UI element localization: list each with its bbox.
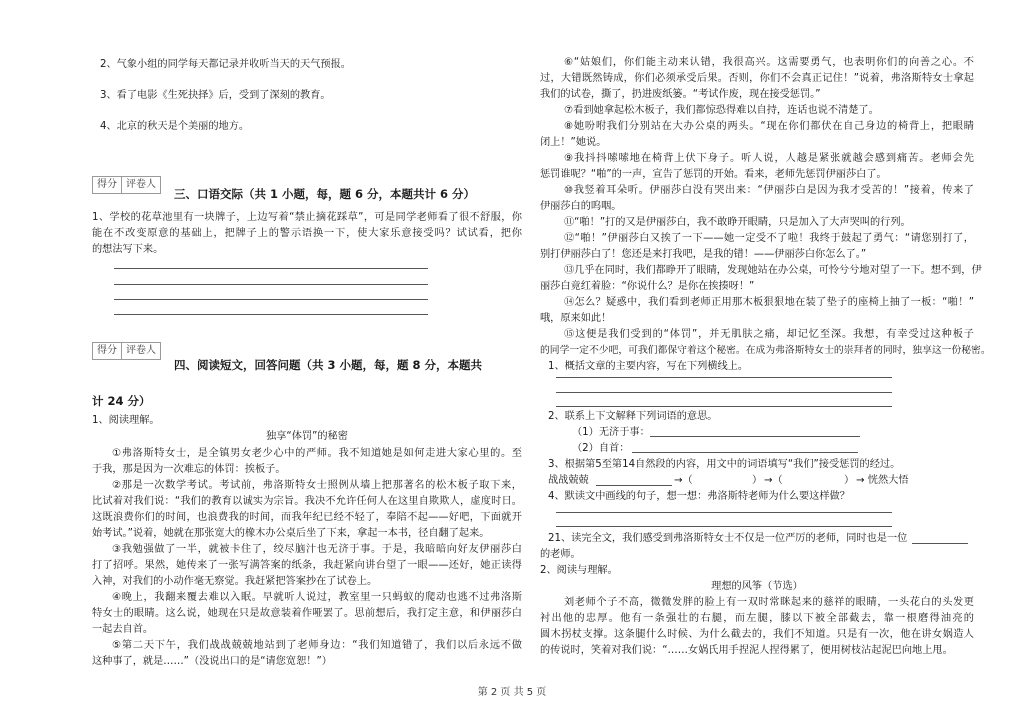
q3-end-word: → 恍然大悟 [856,475,909,486]
reading-2-label: 2、阅读与理解。 [540,565,618,576]
passage-line: 圆木拐杖支撑。这条腿什么时候、为什么截去的，我们不知道。只是有一次，他在讲女娲造人 [540,629,974,640]
passage-line: ⑥“姑娘们，你们能主动来认错，我很高兴。这需要勇气，也表明你们的向善之心。不 [564,57,974,68]
passage-line: ⑭怎么？疑惑中，我们看到老师正用那木板狠狠地在装了垫子的座椅上抽了一板：“啪！” [564,297,974,308]
passage-line: 入神，对我们的小动作毫无察觉。我赶紧把答案抄在了试卷上。 [92,576,378,587]
question-1: 1、概括文章的主要内容，写在下列横线上。 [548,361,749,372]
answer-line[interactable] [114,284,428,285]
score-label: 得分 [97,179,117,190]
passage-line: ⑫“啪！”伊丽莎白又挨了一下——她一定受不了啦！我终于鼓起了勇气：“请您别打了， [564,233,974,244]
score-box-section-3 [92,176,161,194]
passage-line: 这既浪费你们的时间，也浪费我的时间，而我年纪已经不轻了，奉陪不起——好吧，下面就开 [92,512,522,523]
passage-line: 惩罚谁呢？“啪”的一声，宣告了惩罚的开始。看来，老师先惩罚伊丽莎白了。 [540,169,887,180]
oral-question-line: 1、学校的花草池里有一块牌子，上边写着“禁止摘花踩草”，可是同学老师看了很不舒服，你 [92,212,522,223]
answer-line[interactable] [556,526,892,527]
passage-line: ③我勉强做了一半，就被卡住了，绞尽脑汁也无济于事。于是，我暗暗向好友伊丽莎白 [112,544,522,555]
oral-question-line: 的想法写下来。 [92,244,164,255]
passage-line: 的同学一定不少吧，可我们都保守着这个秘密。在成为弗洛斯特女士的崇拜者的同时，独享这一份秘密。 [540,345,991,356]
answer-blank[interactable] [596,485,672,486]
passage-line: ①弗洛斯特女士，是全镇男女老少心中的严师。我不知道她是如何走进大家心里的。至 [112,448,522,459]
reading-2-title: 理想的风筝（节选） [711,581,803,592]
answer-line[interactable] [114,268,428,269]
q3-arrow-1: →（ [674,475,693,486]
answer-blank[interactable] [912,543,968,544]
passage-line: 闭上！”她说。 [540,137,607,148]
passage-line: ②那是一次数学考试。考试前，弗洛斯特女士照例从墙上把那著名的松木板子取下来， [112,480,522,491]
question-2: 2、联系上下文解释下列词语的意思。 [548,411,718,422]
passage-line: 我们的试卷，撕了，扔进废纸篓。“考试作废，现在接受惩罚。” [540,89,821,100]
passage-line: ④晚上，我翻来覆去难以入眠。早就听人说过，教室里一只蚂蚁的爬动也逃不过弗洛斯 [112,592,522,603]
question-3: 3、根据第5至第14自然段的内容，用文中的词语填写“我们”接受惩罚的经过。 [548,459,901,470]
q3-arrow-2: →（ [764,475,783,486]
passage-line: 衬出他的忠厚。他有一条强壮的右腿，而左腿，膝以下被全部截去，靠一根磨得油亮的 [540,613,974,624]
sentence-item-3: 3、看了电影《生死抉择》后，受到了深刻的教育。 [100,90,331,101]
q3-paren-2: ） [844,475,855,486]
q3-start-word: 战战兢兢 [548,475,589,486]
answer-line[interactable] [114,299,428,300]
passage-line: ⑬几乎在同时，我们都睁开了眼睛，发现她站在办公桌，可怜兮兮地对望了一下。想不到，伊 [564,265,982,276]
answer-line[interactable] [556,377,892,378]
reading-1-title: 独享“体罚”的秘密 [266,431,348,442]
passage-line: ⑦看到她拿起松木板子，我们都惊恐得难以自持，连话也说不清楚了。 [564,105,879,116]
answer-blank[interactable] [632,452,858,453]
passage-line: 哦，原来如此！ [540,313,612,324]
section-4-title: 四、阅读短文，回答问题（共 3 小题，每，题 8 分，本题共 [174,358,483,372]
question-2b: （2）自首： [572,443,630,454]
passage-line: 这种事了，就是……”（没说出口的是“请您宽恕！”） [92,656,332,667]
section-4-title-cont: 计 24 分） [92,394,151,408]
passage-line: 刘老师个子不高，微微发胖的脸上有一双时常眯起来的慈祥的眼睛，一头花白的头发更 [564,597,974,608]
passage-line: ⑪“啪！”打的又是伊丽莎白，我不敢睁开眼睛，只是加入了大声哭叫的行列。 [564,217,911,228]
grader-label: 评卷人 [121,343,160,359]
answer-line[interactable] [556,392,892,393]
score-label: 得分 [97,345,117,356]
passage-line: 比试着对我们说：“我们的教育以诚实为宗旨。我决不允许任何人在这里自欺欺人，虚度时日。 [92,496,522,507]
passage-line: 始考试。”说着，她就在那张宽大的橡木办公桌后坐了下来，拿起一本书，径自翻了起来。 [92,528,490,539]
answer-line[interactable] [556,406,892,407]
page-footer: 第 2 页 共 5 页 [477,687,547,698]
score-box-section-4 [92,342,161,360]
passage-line: 特女士的眼睛。这么说，她现在只是故意装着作哑罢了。思前想后，我打定主意，和伊丽莎白 [92,608,522,619]
question-4: 4、默读文中画线的句子，想一想：弗洛斯特老师为什么要这样做？ [548,491,850,502]
passage-line: 别打伊丽莎白了！您还是来打我吧，是我的错！——伊丽莎白你怎么了。” [540,249,867,260]
passage-line: 的传说时，笑着对我们说：“……女娲氏用手捏泥人捏得累了，便用树枝沾起泥巴向地上甩。 [540,645,953,656]
answer-line[interactable] [556,512,892,513]
passage-line: 打了招呼。果然，她传来了一张写满答案的纸条，我赶紧向讲台望了一眼——还好，她正读得 [92,560,522,571]
passage-line: 过，大错既然铸成，你们必须承受后果。否则，你们不会真正记住！”说着，弗洛斯特女士拿起 [540,73,974,84]
answer-line[interactable] [114,314,428,315]
passage-line: ⑮这便是我们受到的“体罚”，并无肌肤之痛，却记忆至深。我想，有幸受过这种板子 [564,329,974,340]
oral-question-line: 能在不改变原意的基础上，把牌子上的警示语换一下，使大家乐意接受吗？试试看，把你 [92,228,522,239]
sentence-item-4: 4、北京的秋天是个美丽的地方。 [100,121,250,132]
passage-line: 于我，那是因为一次难忘的体罚：挨板子。 [92,464,286,475]
passage-line: 伊丽莎白的呜咽。 [540,201,622,212]
reading-1-label: 1、阅读理解。 [92,415,160,426]
grader-label: 评卷人 [121,177,160,193]
passage-line: 丽莎白竟红着脸：“你说什么？是你在挨揍呀！” [540,281,755,292]
sentence-item-2: 2、气象小组的同学每天都记录并收听当天的天气预报。 [100,59,351,70]
passage-line: ⑤第二天下午，我们战战兢兢地站到了老师身边：“我们知道错了，我们以后永远不做 [112,640,522,651]
question-2a: （1）无济于事： [572,427,650,438]
passage-line: ⑨我抖抖嗦嗦地在椅背上伏下身子。听人说，人越是紧张就越会感到痛苦。老师会先 [564,153,974,164]
answer-blank[interactable] [650,436,860,437]
q3-paren-1: ） [752,475,763,486]
question-21: 21、读完全文，我们感受到弗洛斯特女士不仅是一位严厉的老师，同时也是一位 [548,533,908,544]
section-3-title: 三、口语交际（共 1 小题，每，题 6 分，本题共计 6 分） [174,187,476,201]
passage-line: ⑧她吩咐我们分别站在大办公桌的两头。“现在你们都伏在自己身边的椅背上，把眼睛 [564,121,974,132]
passage-line: 一起去自首。 [92,624,154,635]
passage-line: ⑩我竖着耳朵听。伊丽莎白没有哭出来：“伊丽莎白是因为我才受苦的！”接着，传来了 [564,185,974,196]
question-21-cont: 的老师。 [540,549,581,560]
